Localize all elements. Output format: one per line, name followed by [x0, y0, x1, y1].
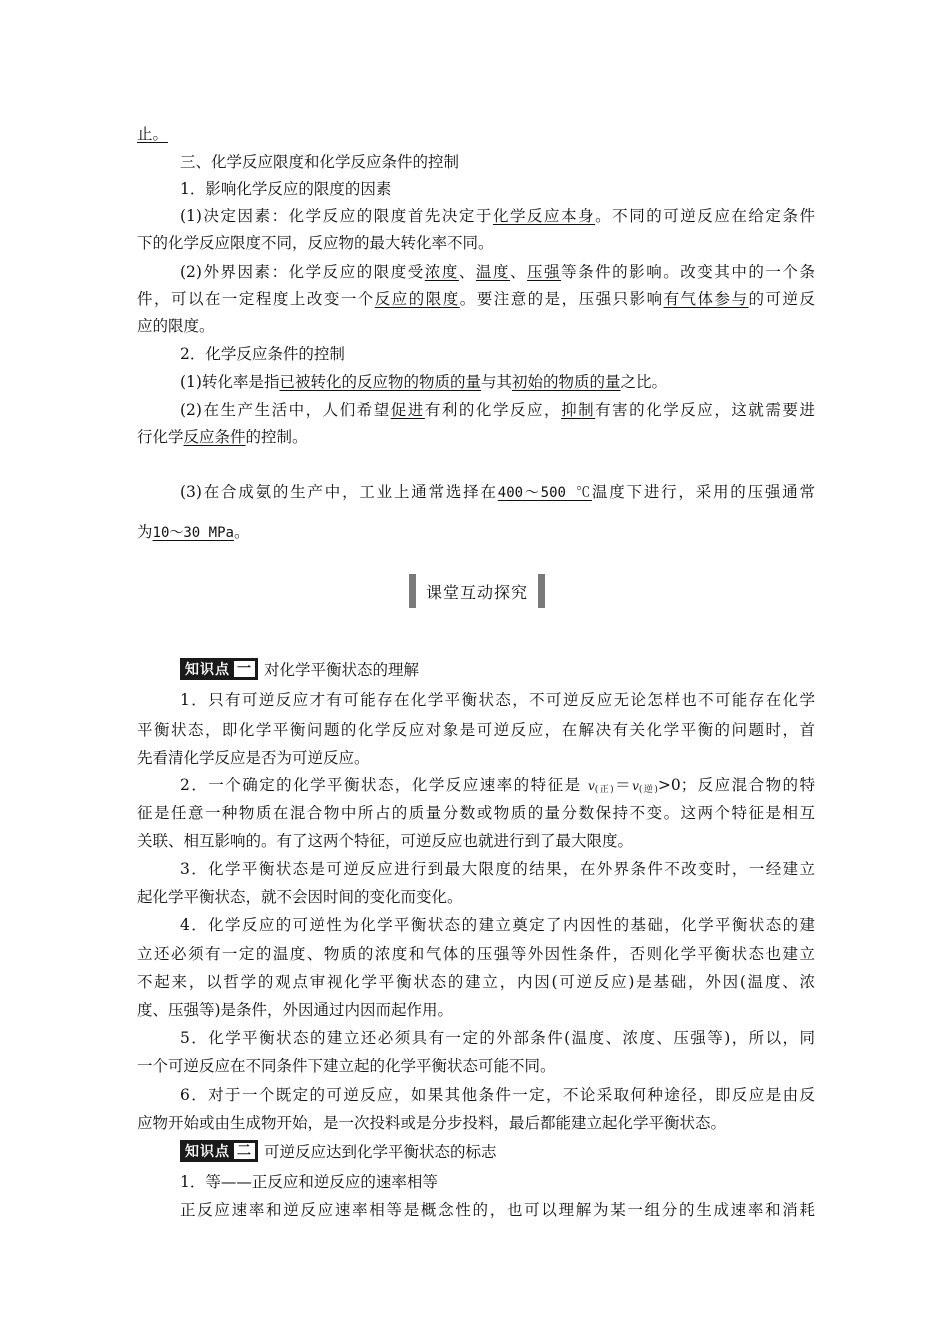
- math-sub: (正): [594, 785, 614, 795]
- text-span: 、: [458, 263, 476, 281]
- text-line: 起化学平衡状态，就不会因时间的变化而变化。: [137, 888, 463, 906]
- knowledge-point-badge: [180, 658, 258, 680]
- text-line: 度、压强等)是条件，外因通过内因而起作用。: [137, 1001, 454, 1019]
- badge-label: 知识点: [185, 662, 230, 678]
- text-line: 一个可逆反应在不同条件下建立起的化学平衡状态可能不同。: [137, 1057, 556, 1075]
- math-eq: ＝: [613, 776, 633, 794]
- underlined-answer: 抑制: [561, 401, 596, 419]
- text-line: [180, 398, 815, 422]
- text-span: 为: [137, 523, 153, 541]
- text-line: 立还必须有一定的温度、物质的浓度和气体的压强等外因性条件，否则化学平衡状态也建立: [137, 945, 815, 963]
- text-span: 。要注意的是，压强只影响: [459, 290, 664, 308]
- text-span: 温度下进行，采用的压强通常: [591, 483, 815, 501]
- math-v: v: [632, 779, 639, 793]
- section-title: 课堂互动探究: [426, 582, 529, 602]
- badge-number: 二: [234, 1143, 255, 1159]
- text-span: >0；反应混合物的特: [657, 776, 815, 794]
- math-sub: (逆): [638, 785, 658, 795]
- underlined-answer: 止。: [137, 125, 169, 143]
- text-span: 的可逆反: [748, 290, 815, 308]
- text-line: 关联、相互影响的。有了这两个特征，可逆反应也就进行到了最大限度。: [137, 832, 634, 850]
- text-span: (1)决定因素：化学反应的限度首先决定于: [180, 207, 493, 225]
- badge-label: 知识点: [185, 1144, 230, 1160]
- underlined-answer: 压强: [527, 263, 562, 281]
- text-span: 、: [509, 263, 528, 281]
- subheading-control: 2．化学反应条件的控制: [180, 345, 345, 363]
- text-line: [180, 370, 815, 394]
- text-span: 有利的化学反应，: [424, 401, 562, 419]
- text-span: (1)转化率是指: [180, 373, 280, 391]
- text-line: 应的限度。: [137, 317, 215, 335]
- underlined-answer: 10～30 MPa: [152, 525, 234, 541]
- text-line: 不起来，以哲学的观点审视化学平衡状态的建立，内因(可逆反应)是基础，外因(温度、浓: [137, 973, 815, 991]
- underlined-answer: 已被转化的反应物的物质的量: [279, 373, 481, 391]
- text-line: 先看清化学反应是否为可逆反应。: [137, 749, 370, 767]
- text-line: 4．化学反应的可逆性为化学平衡状态的建立奠定了内因性的基础，化学平衡状态的建: [180, 916, 815, 934]
- text-line: 正反应速率和逆反应速率相等是概念性的，也可以理解为某一组分的生成速率和消耗: [180, 1201, 815, 1219]
- underlined-answer: 初始的物质的量: [512, 373, 621, 391]
- text-span: (2)外界因素：化学反应的限度受: [180, 263, 425, 281]
- underlined-answer: 温度: [475, 263, 510, 281]
- text-span: 之比。: [620, 373, 668, 391]
- underlined-answer: 促进: [390, 401, 425, 419]
- underlined-answer: 反应的限度: [374, 290, 460, 308]
- text-line: [180, 260, 815, 284]
- text-span: 等条件的影响。改变其中的一个条: [561, 263, 815, 281]
- text-line: [137, 122, 815, 146]
- text-line: 6．对于一个既定的可逆反应，如果其他条件一定，不论采取何种途径，即反应是由反: [180, 1086, 815, 1104]
- knowledge-point-badge: [180, 1140, 258, 1162]
- left-bar-decoration: [409, 574, 416, 608]
- knowledge-point-1-header: [180, 658, 419, 680]
- subheading-factors: 1．影响化学反应的限度的因素: [180, 180, 392, 198]
- text-line: [137, 287, 815, 311]
- text-line: 3．化学平衡状态是可逆反应进行到最大限度的结果，在外界条件不改变时，一经建立: [180, 860, 815, 878]
- text-line: [137, 425, 815, 449]
- section-header: [409, 574, 545, 608]
- text-line: 1．只有可逆反应才有可能存在化学平衡状态，不可逆反应无论怎样也不可能存在化学: [180, 691, 815, 709]
- text-line: 平衡状态，即化学平衡问题的化学反应对象是可逆反应，在解决有关化学平衡的问题时，首: [137, 721, 815, 739]
- text-span: 有害的化学反应，这就需要进: [595, 401, 815, 419]
- text-span: (2)在生产生活中，人们希望: [180, 401, 391, 419]
- right-bar-decoration: [538, 574, 545, 608]
- text-line: [180, 773, 815, 802]
- subheading-rate-equal: 1．等——正反应和逆反应的速率相等: [180, 1173, 438, 1191]
- underlined-answer: 有气体参与: [663, 290, 749, 308]
- knowledge-point-title: 对化学平衡状态的理解: [264, 661, 420, 679]
- underlined-answer: 反应条件: [183, 428, 246, 446]
- underlined-answer: 400～500 ℃: [497, 485, 592, 501]
- text-span: 行化学: [137, 428, 184, 446]
- text-span: 的控制。: [245, 428, 308, 446]
- badge-number: 一: [234, 661, 255, 677]
- text-span: 件，可以在一定程度上改变一个: [137, 290, 375, 308]
- math-v: v: [587, 779, 595, 793]
- text-line: [137, 520, 815, 545]
- text-line: 下的化学反应限度不同，反应物的最大转化率不同。: [137, 234, 494, 252]
- text-line: 应物开始或由生成物开始，是一次投料或是分步投料，最后都能建立起化学平衡状态。: [137, 1114, 727, 1132]
- text-line: 5．化学平衡状态的建立还必须具有一定的外部条件(温度、浓度、压强等)，所以，同: [180, 1029, 815, 1047]
- knowledge-point-2-header: [180, 1140, 497, 1162]
- text-line: 征是任意一种物质在混合物中所占的质量分数或物质的量分数保持不变。这两个特征是相互: [137, 804, 815, 822]
- text-span: 。: [233, 523, 250, 541]
- text-line: [180, 204, 815, 228]
- underlined-answer: 浓度: [424, 263, 459, 281]
- underlined-answer: 化学反应本身: [492, 207, 596, 225]
- text-line: [180, 480, 815, 505]
- text-span: 2．一个确定的化学平衡状态，化学反应速率的特征是: [180, 776, 582, 794]
- heading-section-3: 三、化学反应限度和化学反应条件的控制: [180, 153, 460, 171]
- knowledge-point-title: 可逆反应达到化学平衡状态的标志: [264, 1143, 497, 1161]
- text-span: (3)在合成氨的生产中，工业上通常选择在: [180, 483, 498, 501]
- text-span: 与其: [480, 373, 512, 391]
- text-span: 。不同的可逆反应在给定条件: [595, 207, 815, 225]
